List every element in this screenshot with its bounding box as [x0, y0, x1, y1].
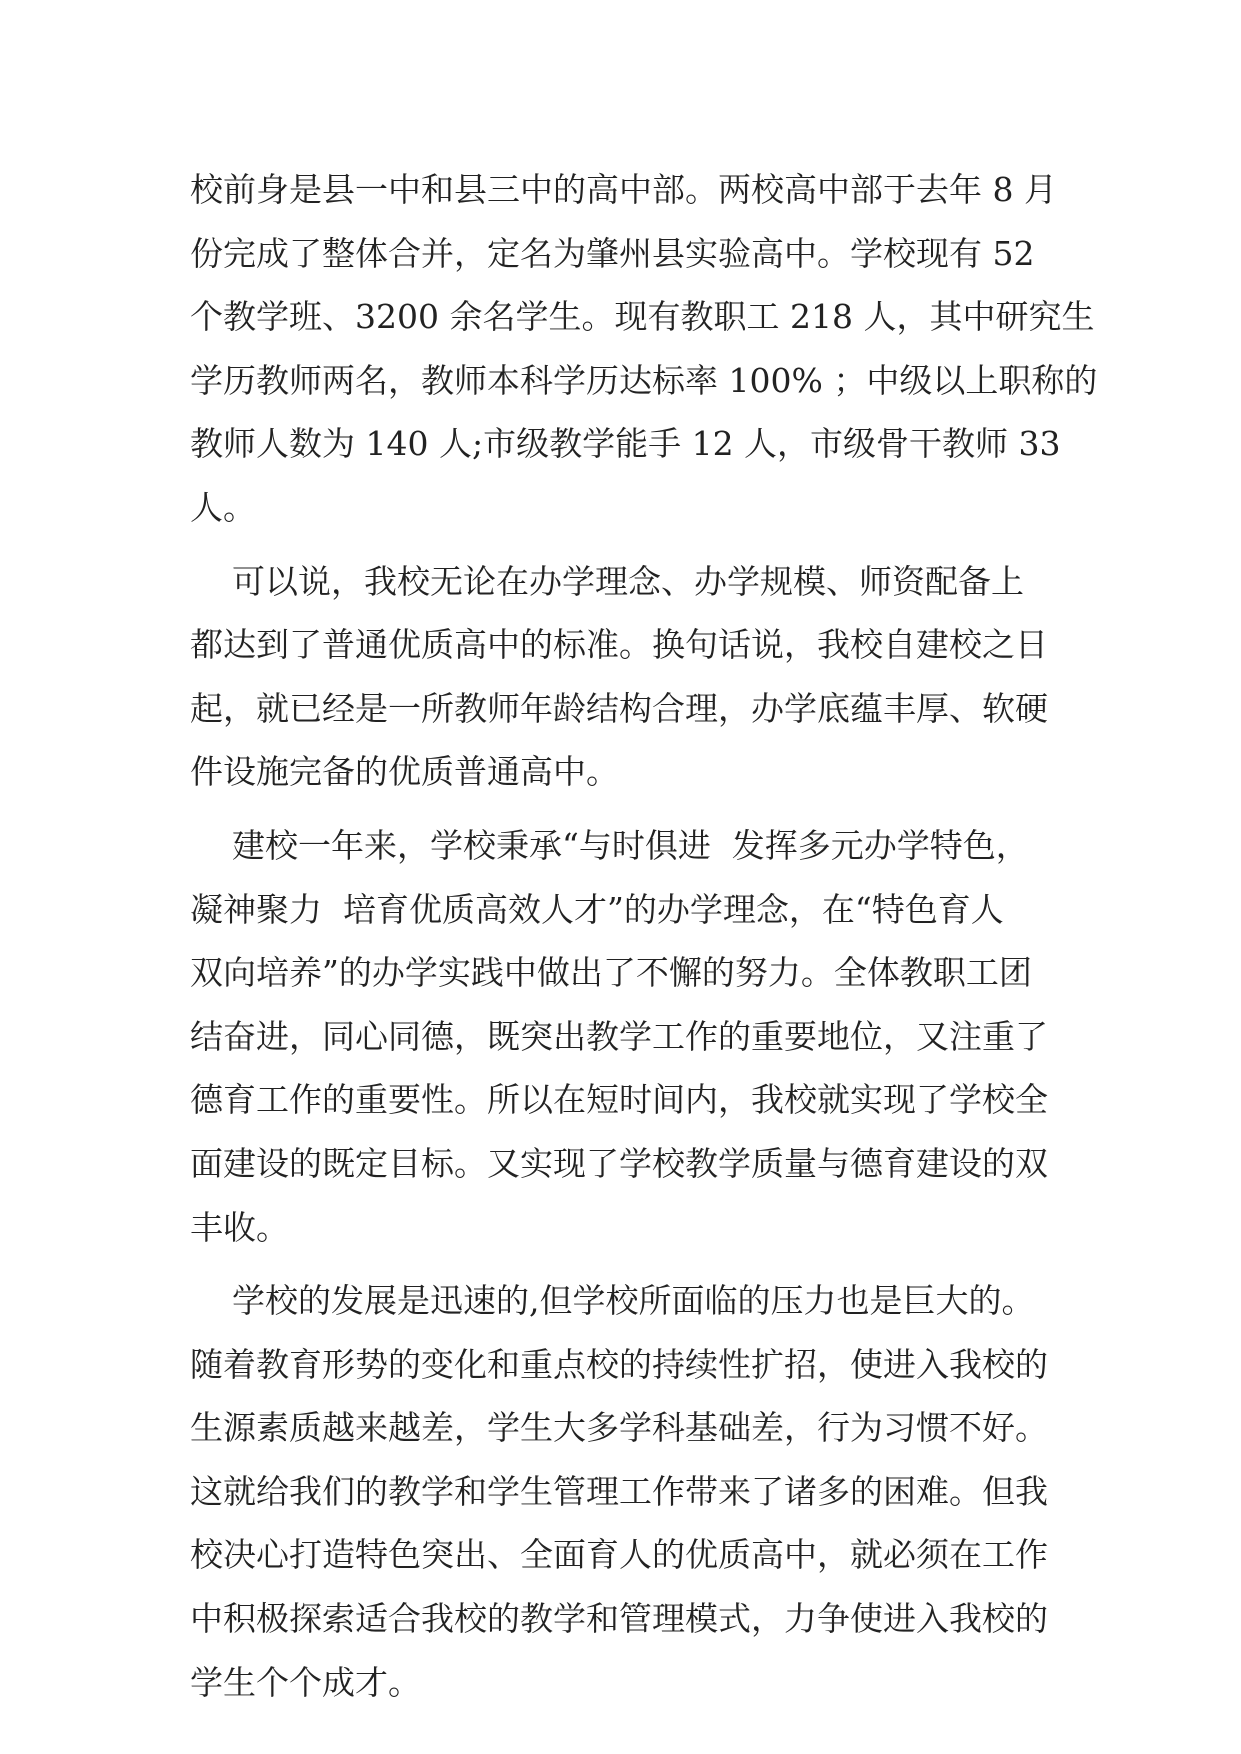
- paragraph-spacer: [190, 804, 1070, 814]
- text-line: 德育工作的重要性。所以在短时间内，我校就实现了学校全: [190, 1080, 1048, 1120]
- text-line: 面建设的既定目标。又实现了学校教学质量与德育建设的双: [190, 1143, 1048, 1183]
- text-line: 凝神聚力 培育优质高效人才”的办学理念，在“特色育人: [190, 889, 1004, 929]
- paragraph-1: [190, 158, 1098, 540]
- text-line: 双向培养”的办学实践中做出了不懈的努力。全体教职工团: [190, 953, 1032, 993]
- text-line: 都达到了普通优质高中的标准。换句话说，我校自建校之日: [190, 625, 1048, 665]
- body-text: [190, 158, 1098, 1714]
- text-line: 结奋进，同心同德，既突出教学工作的重要地位，又注重了: [190, 1016, 1048, 1056]
- text-line: 随着教育形势的变化和重点校的持续性扩招，使进入我校的: [190, 1344, 1048, 1384]
- text-line: 学生个个成才。: [190, 1662, 421, 1702]
- text-line: 学校的发展是迅速的,但学校所面临的压力也是巨大的。: [190, 1281, 1035, 1321]
- text-line: 中积极探索适合我校的教学和管理模式，力争使进入我校的: [190, 1599, 1048, 1639]
- text-line: 生源素质越来越差，学生大多学科基础差，行为习惯不好。: [190, 1408, 1048, 1448]
- text-line: 件设施完备的优质普通高中。: [190, 752, 619, 792]
- text-line: 个教学班、3200 余名学生。现有教职工 218 人，其中研究生: [190, 297, 1095, 337]
- paragraph-4: [190, 1269, 1070, 1714]
- text-line: 校前身是县一中和县三中的高中部。两校高中部于去年 8 月: [190, 170, 1057, 209]
- paragraph-2: [190, 550, 1070, 804]
- text-line: 起，就已经是一所教师年龄结构合理，办学底蕴丰厚、软硬: [190, 688, 1048, 728]
- text-line: 学历教师两名，教师本科学历达标率 100% ；中级以上职称的: [190, 360, 1098, 400]
- paragraph-spacer: [190, 540, 1070, 550]
- text-line: 校决心打造特色突出、全面育人的优质高中，就必须在工作: [190, 1535, 1048, 1575]
- text-line: 可以说，我校无论在办学理念、办学规模、师资配备上: [190, 561, 1024, 601]
- paragraph-spacer: [190, 1259, 1070, 1269]
- text-line: 建校一年来，学校秉承“与时俱进 发挥多元办学特色，: [190, 825, 1029, 865]
- text-line: 这就给我们的教学和学生管理工作带来了诸多的困难。但我: [190, 1471, 1048, 1511]
- text-line: 教师人数为 140 人;市级教学能手 12 人，市级骨干教师 33: [190, 424, 1061, 464]
- text-line: 份完成了整体合并，定名为肇州县实验高中。学校现有 52: [190, 233, 1035, 273]
- text-line: 丰收。: [190, 1207, 289, 1247]
- text-line: 人。: [190, 487, 256, 527]
- paragraph-3: [190, 814, 1070, 1259]
